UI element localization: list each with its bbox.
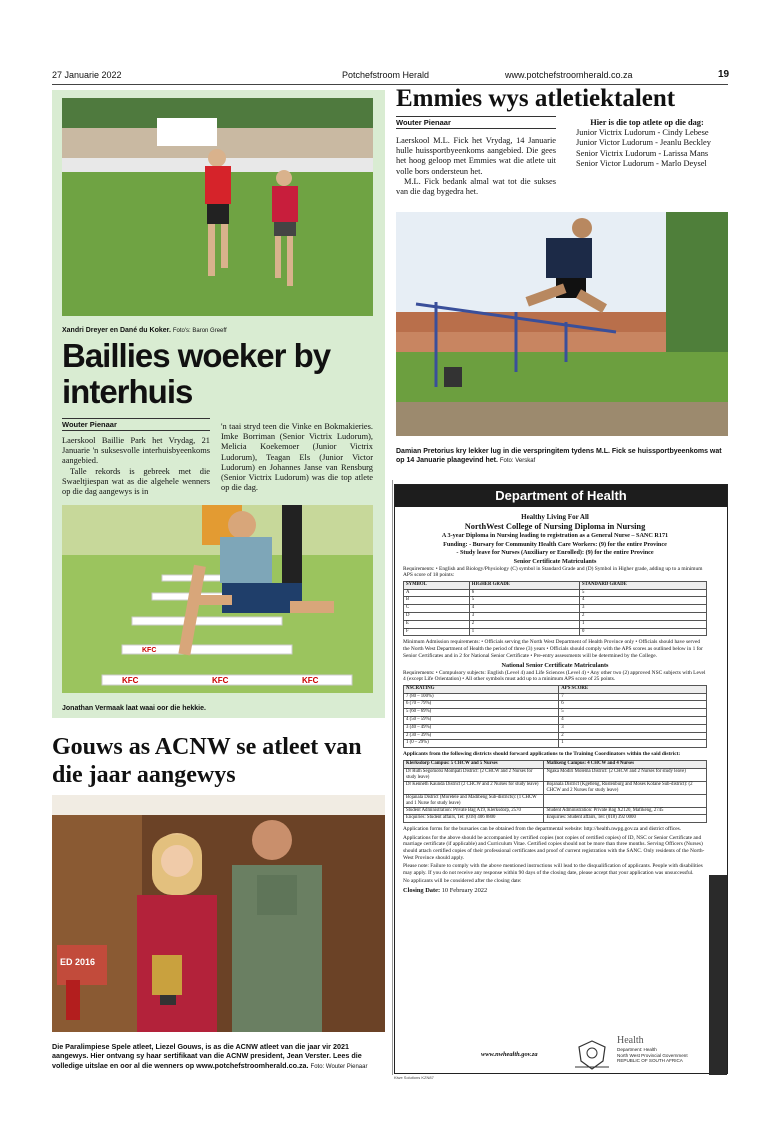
winner-item: Junior Victor Ludorum - Jeanlu Beckley [576, 138, 711, 148]
ad-applicants-note: Applicants from the following districts should forward applications to the Training Coordinators within the said district: [403, 751, 681, 758]
ad-forms: Application forms for the bursaries can be obtained from the departmental website: http://health.nwpg.gov.za and district offices. [403, 826, 682, 833]
svg-text:KFC: KFC [142, 647, 157, 654]
winner-item: Senior Victor Ludorum - Marlo Deysel [576, 158, 707, 168]
ad-closing-date: 10 February 2022 [441, 886, 488, 894]
svg-text:KFC: KFC [302, 676, 319, 685]
photo-girls-running [62, 98, 373, 316]
campus-table: Klerksdorp Campus: 5 CHCW and 5 Nurses Mafikeng Campus: 4 CHCW and 4 Nurses Dr Ruth Segomotsi Mompati District: (2 CHCW and 2 Nurses for study leave) Ngaka Modiri Molema District: (2 CHCW and 2 Nurses for study leave) Dr Kenneth Kaunda District (2 CHCW and 2 Nurses for study leave) Bojanala District (Kgetleng, Rustenburg and Moses Kotane Sub-district): (2 CHCW and 2 Nurses for study leave) Bojanala District (Moretele and Madibeng Sub-districts): (1 CHCW and 1 Nurse for study leave) Student Administration: Private Bag A19, Klerksdorp, 2570 Student Administration: Private Bag X2120, Mafikeng, 2745 Enquiries: Student affairs, Tel: (018) 406 8800 Enquiries: Student affairs, Tel: (018) 392 0000 [403, 760, 707, 823]
baillies-col2-p1: 'n taai stryd teen die Vinke en Bokmakieries. Imke Borriman (Senior Victrix Ludorum), Melicia Koekemoer (Junior Victrix Ludorum), Teagan Els (Junior Victor Ludorum) en Johannes Janse van Rensburg (Senior Victrix Ludorum) was die top atlete op die dag. [221, 422, 373, 493]
ad-footer-prov: North West Provincial Government [617, 1052, 688, 1058]
page-number: 19 [718, 69, 730, 80]
photo-hurdles-boy [62, 505, 373, 693]
ad-accompany: Applications for the above should be accompanied by certified copies (not copies of certified copies) of ID, NSC or Senior Certificate and marriage certificate (if applicable) and Curriculum Vitae. Certified copies should not be more than three months. Serving Officers (Nurses) should attach certified copies of their professional certificates and proof of current registration with the SANC. Only residents of the North-West Province should apply. [403, 834, 705, 861]
ad-nsc-heading: National Senior Certificate Matriculants [501, 662, 609, 670]
ad-title: NorthWest College of Nursing Diploma in Nursing [464, 522, 646, 531]
ad-min-admission: Minimum Admission requirements: • Officials serving the North West Department of Health Province only • Officials should have served the North West Department of Health the period of three (3) years • Officials should comply with the APS scores as outlined below in 1 for Senior Certificates and in 2 for National Senior Certificate • Pre-entry assessments will be determined by the College. [403, 639, 703, 659]
baillies-byline: Wouter Pienaar [62, 418, 210, 431]
ad-web[interactable]: www.nwhealth.gov.za [481, 1051, 538, 1058]
gouws-caption: Die Paralimpiese Spele atleet, Liezel Gouws, is as die ACNW atleet van die jaar vir 2021 aangewys. Hier ontvang sy haar sertifikaat van die ACNW president, Jean Verster. Lees die volledige uitslae en oor al die wenners op www.potchefstroomherald.co.za. Foto: Wouter Pienaar [52, 1042, 368, 1070]
ad-reference: Kiwe Solutions KZN87 [394, 1075, 434, 1080]
ad-footer-health: Health [617, 1035, 644, 1046]
emmies-headline: Emmies wys atletiektalent [396, 85, 676, 112]
baillies-col1-p1: Laerskool Baillie Park het Vrydag, 21 Januarie 'n suksesvolle interhuisbyeenkoms aangebied. [62, 436, 210, 466]
emmies-p2: M.L. Fick bedank almal wat tot die sukses van die dag bygedra het. [396, 176, 556, 197]
ad-program: A 3-year Diploma in Nursing leading to registration as a General Nurse – SANC R171 [441, 532, 669, 539]
photo-gouws-award [52, 795, 385, 1032]
department-of-health-ad [394, 484, 728, 1074]
ad-nsc-req: Requirements: • Compulsory subjects: English (Level 4) and Life Sciences (Level 4) • Any other two (2) approved NSC subjects with Level 4 (except Life Orientation) • All other symbols must add up to a minimum APS score of 25 points. [403, 669, 706, 683]
nsc-rating-table: NSCRATING APS SCORE 7 (80 – 100%) 7 6 (70 – 79%) 6 5 (60 – 69%) 5 4 (50 – 59%) 4 3 (40 – 49%) 3 2 (30 – 39%) 2 1 (0 – 29%) 1 [403, 685, 707, 748]
senior-symbol-table: SYMBOL HIGHER GRADE STANDARD GRADE A 6 5 B 5 4 C 4 3 D 3 2 E 2 1 F 1 0 [403, 581, 707, 637]
paper-url[interactable]: www.potchefstroomherald.co.za [505, 70, 633, 80]
emmies-byline: Wouter Pienaar [396, 116, 556, 129]
ad-health-block [617, 1035, 688, 1064]
svg-text:KFC: KFC [212, 676, 229, 685]
ad-funding1: Funding: - Bursary for Community Health Care Workers: (9) for the entire Province [443, 541, 667, 549]
photo-long-jump [396, 212, 728, 436]
long-jump-caption: Damian Pretorius kry lekker lug in die verspringitem tydens M.L. Fick se huissportbyeenkoms wat op 14 Januarie plaagevind het. Foto: Verskaf [396, 448, 722, 464]
ad-closing-label: Closing Date: [403, 886, 441, 894]
paper-name: Potchefstroom Herald [342, 70, 430, 80]
issue-date: 27 Januarie 2022 [52, 70, 122, 80]
ad-no-after: No applicants will be considered after the closing date: [403, 878, 522, 885]
emmies-body [396, 136, 556, 197]
emmies-p1: Laerskool M.L. Fick het Vrydag, 14 Januarie hulle huissportbyeenkoms aangebied. Die gees het hoog geloop met Emmies wat die atlete uit volle bors ondersteun het. [396, 136, 556, 176]
ad-footer [403, 1035, 719, 1071]
page-header [52, 70, 728, 84]
ad-funding2: - Study leave for Nurses (Auxiliary or Enrolled): (9) for the entire Province [456, 548, 654, 556]
baillies-col1 [62, 436, 210, 497]
ad-footer-dept: Department: Health [617, 1047, 657, 1052]
emmies-winners [566, 118, 728, 169]
ad-senior-req: Requirements: • English and Biology/Physiology (C) symbol in Standard Grade and (D) Symbol in Higher grade, adding up to a minimum APS score of 18 points: [403, 565, 703, 579]
coat-of-arms-icon [571, 1039, 613, 1071]
svg-text:KFC: KFC [122, 676, 139, 685]
ad-note: Please note: Failure to comply with the above mentioned instructions will lead to the disqualification of applicants. People with disabilities may apply. If you do not receive any response within 90 days of the closing date, please accept that your application was unsuccessful. [403, 863, 703, 876]
ad-header: Department of Health [395, 485, 727, 507]
baillies-headline: Baillies woeker by interhuis [62, 337, 331, 410]
gouws-headline: Gouws as ACNW se atleet van die jaar aangewys [52, 734, 362, 788]
winners-heading: Hier is die top atlete op die dag: [590, 118, 704, 127]
column-divider [392, 480, 393, 1075]
ad-senior-heading: Senior Certificate Matriculants [513, 558, 597, 566]
winner-item: Senior Victrix Ludorum - Larissa Mans [576, 148, 709, 158]
photo2-caption: Jonathan Vermaak laat waai oor die hekkie. [62, 705, 206, 712]
winner-item: Junior Victrix Ludorum - Cindy Lebese [576, 128, 709, 138]
ad-body [403, 513, 707, 895]
baillies-col2 [221, 422, 373, 493]
ad-subtitle: Healthy Living For All [521, 513, 589, 521]
photo1-caption: Xandri Dreyer en Dané du Koker. Foto's: Baron Greeff [62, 327, 227, 334]
ad-footer-rsa: REPUBLIC OF SOUTH AFRICA [617, 1058, 683, 1064]
svg-text:ED 2016: ED 2016 [60, 957, 96, 967]
baillies-col1-p2: Talle rekords is gebreek met die Swaeltjiespan wat as die algehele wenners op die dag aangewys is in [62, 466, 210, 497]
